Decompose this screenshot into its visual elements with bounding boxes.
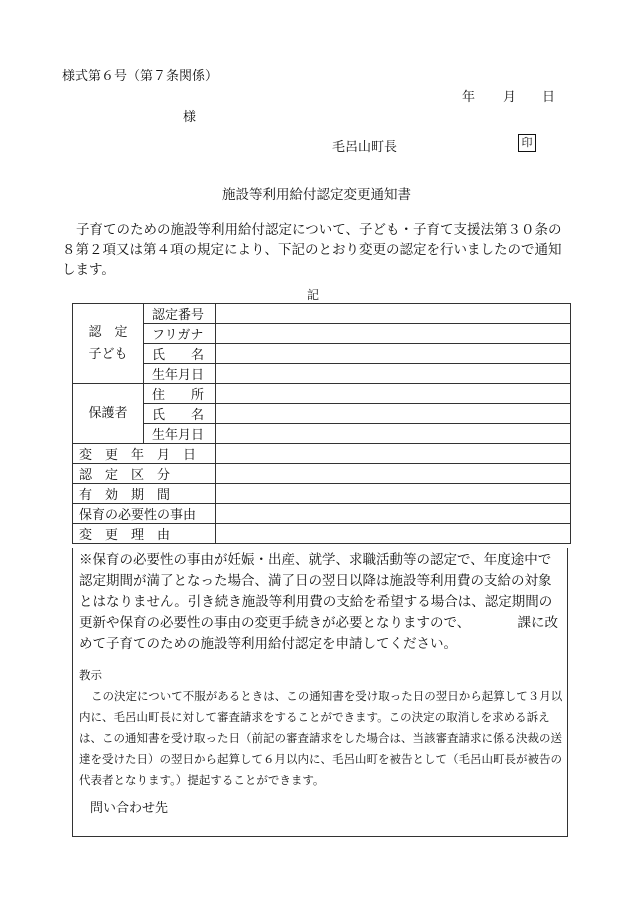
date-year-label: 年 <box>462 90 476 105</box>
change-date-value[interactable] <box>216 444 571 464</box>
certification-category-label: 認 定 区 分 <box>73 464 216 484</box>
date-month-label: 月 <box>503 90 517 105</box>
child-row-label: フリガナ <box>144 324 216 344</box>
change-reason-label: 変 更 理 由 <box>73 524 216 544</box>
validity-period-label: 有 効 期 間 <box>73 484 216 504</box>
guardian-row-value[interactable] <box>216 404 571 424</box>
date-day-label: 日 <box>542 90 556 105</box>
notice-text: ※保育の必要性の事由が妊娠・出産、就学、求職活動等の認定で、年度途中で認定期間が満了となった場合、満了日の翌日以降は施設等利用費の支給の対象とはなりません。引き続き施設等利用費の支給を希望する場合は、認定期間の更新や保育の必要性の事由の変更手続きが必要となりますので、 課に改めて子育てのための施設等利用給付認定を申請してください。 <box>79 552 558 652</box>
care-necessity-reason-label: 保育の必要性の事由 <box>73 504 216 524</box>
child-row-label: 認定番号 <box>144 304 216 324</box>
guardian-row-label: 生年月日 <box>144 424 216 444</box>
guardian-row-value[interactable] <box>216 424 571 444</box>
instruction-heading: 教示 <box>79 668 102 682</box>
child-row-value[interactable] <box>216 364 571 384</box>
change-date-label: 変 更 年 月 日 <box>73 444 216 464</box>
ki-label: 記 <box>307 288 320 302</box>
issuer-name: 毛呂山町長 <box>332 140 398 155</box>
guardian-group-label: 保護者 <box>73 384 144 444</box>
instruction-text: この決定について不服があるときは、この通知書を受け取った日の翌日から起算して３月以内に、毛呂山町長に対して審査請求をすることができます。この決定の取消しを求める訴えは、この通知書を受け取った日（前記の審査請求をした場合は、当該審査請求に係る決裁の送達を受けた日）の翌日から起算して６月以内に、毛呂山町を被告として（毛呂山町長が被告の代表者となります。）提起することができます。 <box>79 689 563 787</box>
certification-table <box>72 303 571 544</box>
guardian-row-label: 住 所 <box>144 384 216 404</box>
notice-box <box>72 548 568 837</box>
child-row-value[interactable] <box>216 344 571 364</box>
validity-period-value[interactable] <box>216 484 571 504</box>
certification-category-value[interactable] <box>216 464 571 484</box>
guardian-row-value[interactable] <box>216 384 571 404</box>
seal-mark: 印 <box>518 134 536 152</box>
guardian-row-label: 氏 名 <box>144 404 216 424</box>
child-row-value[interactable] <box>216 324 571 344</box>
form-number: 様式第６号（第７条関係） <box>62 69 219 84</box>
inquiry-label: 問い合わせ先 <box>90 801 169 816</box>
intro-paragraph: 子育てのための施設等利用給付認定について、子ども・子育て支援法第３０条の８第２項又は第４項の規定により、下記のとおり変更の認定を行いましたので通知します。 <box>62 222 562 278</box>
care-necessity-reason-value[interactable] <box>216 504 571 524</box>
document-title: 施設等利用給付認定変更通知書 <box>222 187 411 203</box>
addressee-suffix: 様 <box>183 110 197 125</box>
child-group-label: 認 定 子ども <box>73 304 144 384</box>
change-reason-value[interactable] <box>216 524 571 544</box>
child-row-value[interactable] <box>216 304 571 324</box>
child-row-label: 生年月日 <box>144 364 216 384</box>
child-row-label: 氏 名 <box>144 344 216 364</box>
